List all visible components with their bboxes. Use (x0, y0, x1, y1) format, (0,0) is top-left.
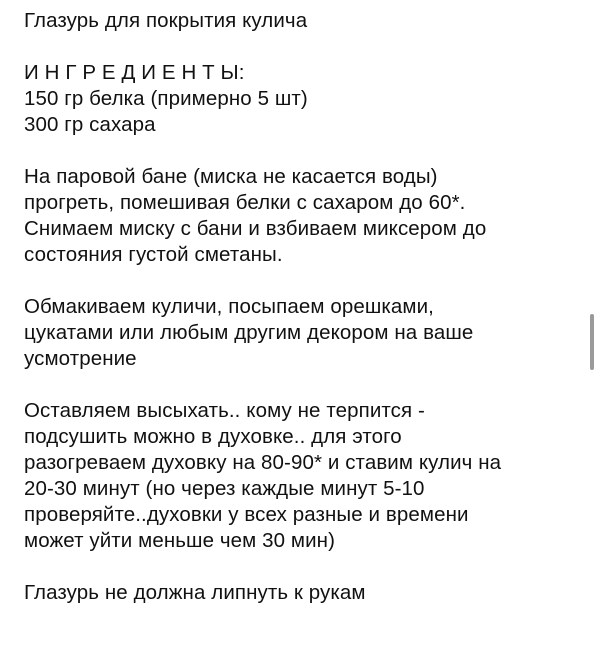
step3-line: может уйти меньше чем 30 мин) (24, 529, 336, 552)
step1-line: Снимаем миску с бани и взбиваем миксером до (24, 217, 487, 240)
step3-line: подсушить можно в духовке.. для этого (24, 425, 402, 448)
step1-line: На паровой бане (миска не касается воды) (24, 165, 438, 188)
step2-line: усмотрение (24, 347, 137, 370)
step3-line: проверяйте..духовки у всех разные и времени (24, 503, 469, 526)
blank-line (24, 372, 590, 398)
blank-line (24, 138, 590, 164)
step1-line: состояния густой сметаны. (24, 243, 283, 266)
blank-line (24, 554, 590, 580)
step3-line: 20-30 минут (но через каждые минут 5-10 (24, 477, 425, 500)
blank-line (24, 268, 590, 294)
note-title: Глазурь для покрытия кулича (24, 9, 308, 32)
step3-line: разогреваем духовку на 80-90* и ставим кулич на (24, 451, 502, 474)
note-body[interactable] (24, 8, 590, 606)
ingredients-header: И Н Г Р Е Д И Е Н Т Ы: (24, 61, 245, 84)
step3-line: Оставляем высыхать.. кому не терпится - (24, 399, 425, 422)
ingredient-line: 150 гр белка (примерно 5 шт) (24, 87, 308, 110)
step2-line: цукатами или любым другим декором на ваше (24, 321, 474, 344)
step1-line: прогреть, помешивая белки с сахаром до 60*. (24, 191, 466, 214)
step2-line: Обмакиваем куличи, посыпаем орешками, (24, 295, 434, 318)
final-note: Глазурь не должна липнуть к рукам (24, 581, 366, 604)
ingredient-line: 300 гр сахара (24, 113, 156, 136)
vertical-scrollbar[interactable] (590, 314, 594, 370)
blank-line (24, 34, 590, 60)
